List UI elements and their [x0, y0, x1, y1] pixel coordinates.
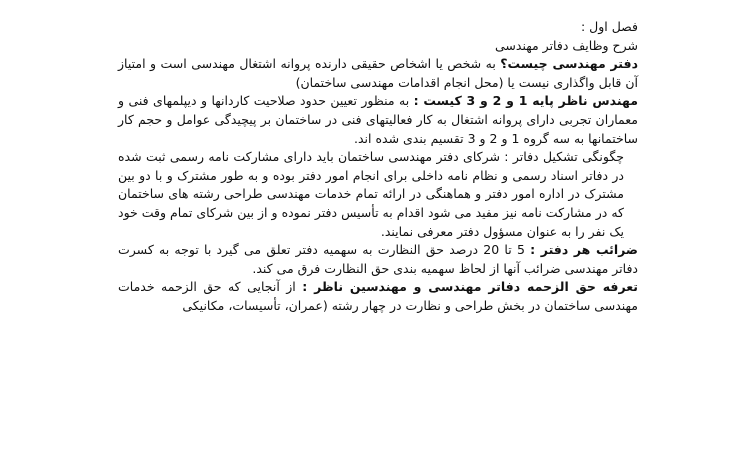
text-office-coefficients: 5 تا 20 درصد حق النظارت به سهمیه دفتر تعلق می گیرد با توجه به کسرت دفاتر مهندسی ضرائب آنها از لحاظ سهمیه بندی حق النظارت فرق می کند. — [118, 242, 638, 276]
paragraph-fee-tariff — [118, 278, 638, 315]
heading-engineering-office: دفتر مهندسی چیست؟ — [500, 56, 639, 72]
text-engineering-office: به شخص یا اشخاص حقیقی دارنده پروانه اشتغال مهندسی است و امتیاز آن قابل واگذاری نیست یا (محل انجام اقدامات مهندسی ساختمان) — [118, 56, 638, 90]
chapter-title: فصل اول : — [580, 19, 638, 34]
paragraph-office-formation: چگونگی تشکیل دفاتر : شرکای دفتر مهندسی ساختمان باید دارای مشارکت نامه رسمی ثبت شده در دفاتر اسناد رسمی و نظام نامه داخلی برای انجام امور دفتر بوده و به طور مشترک و با دو بین مشترک در اداره امور دفتر و هماهنگی در ارائه تمام خدمات مهندسی طراحی رشته های ساختمان که در مشارکت نامه نیز مفید می شود اقدام به تأسیس دفتر نموده و از بین شرکای تمام وقت خود یک نفر را به عنوان مسؤول دفتر معرفی نمایند. — [118, 149, 624, 239]
paragraph-engineering-office — [118, 55, 638, 92]
text-fee-tariff: از آنجایی که حق الزحمه خدمات مهندسی ساختمان در بخش طراحی و نظارت در چهار رشته (عمران، تأسیسات، مکانیکی — [118, 279, 638, 313]
chapter-subtitle: شرح وظایف دفاتر مهندسی — [495, 37, 638, 53]
paragraph-office-coefficients — [118, 241, 638, 278]
text-supervising-engineer: به منظور تعیین حدود صلاحیت کاردانها و دیپلمهای فنی و معماران تجربی دارای پروانه اشتغال به کار فعالیتهای فنی در ساختمان بر پیچیدگی عوامل و حجم کار ساختمانها به سه گروه 1 و 2 و 3 تقسیم بندی شده اند. — [118, 93, 638, 146]
document-body — [118, 18, 638, 316]
heading-fee-tariff: تعرفه حق الزحمه دفاتر مهندسی و مهندسین ناظر : — [302, 279, 638, 295]
heading-supervising-engineer: مهندس ناظر پایه 1 و 2 و 3 کیست : — [413, 93, 638, 109]
heading-office-coefficients: ضرائب هر دفتر : — [530, 242, 639, 258]
paragraph-supervising-engineer — [118, 92, 638, 148]
